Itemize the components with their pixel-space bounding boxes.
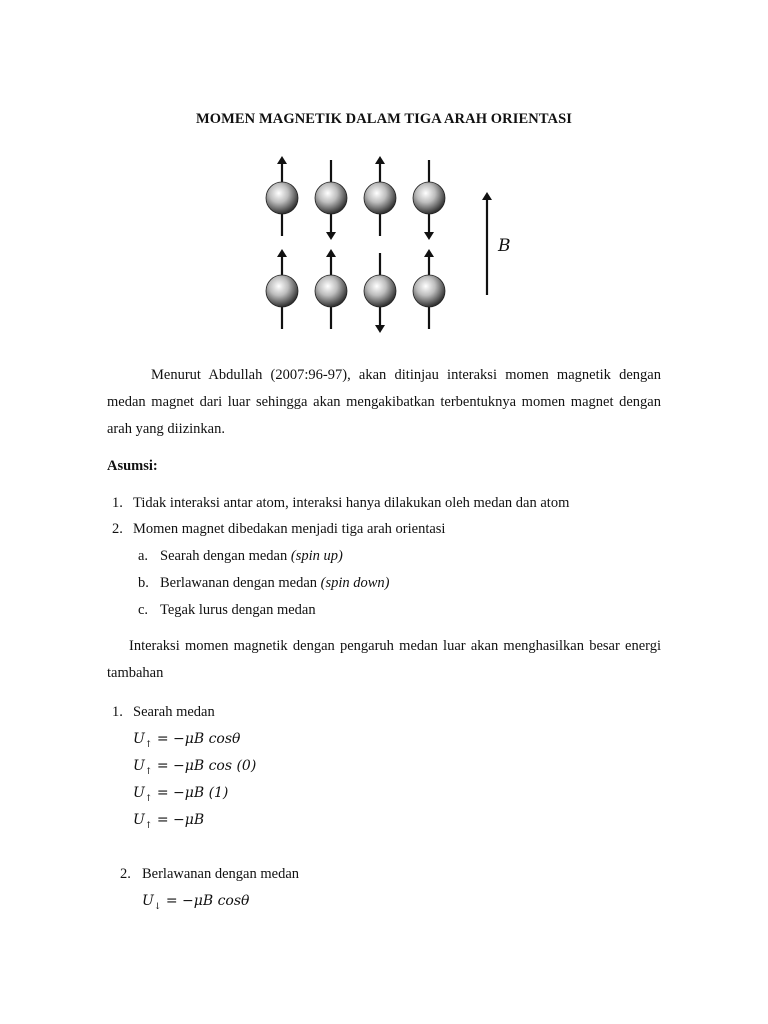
spin-particle bbox=[364, 275, 396, 307]
energy-paragraph bbox=[107, 633, 661, 687]
subitem-b-italic: (spin down) bbox=[320, 575, 390, 591]
spin-bottom-4 bbox=[413, 253, 445, 329]
subitem-a-italic: (spin up) bbox=[290, 548, 343, 564]
equation-1-4: $U_↑ = -\mu B$ bbox=[133, 812, 205, 831]
spin-particle bbox=[266, 182, 298, 214]
subitem-letter-c: c. bbox=[138, 602, 149, 618]
equation-1-1: $U_↑ = -\mu B$ cosθ bbox=[133, 731, 241, 750]
equation-1-3: $U_↑ = -\mu B$ (1) bbox=[133, 785, 229, 804]
spin-top-1 bbox=[266, 160, 298, 236]
spin-particle bbox=[315, 182, 347, 214]
assumption-number-2: 2. bbox=[112, 521, 123, 537]
assumption-item-1: Tidak interaksi antar atom, interaksi hanya dilakukan oleh medan dan atom bbox=[133, 495, 570, 511]
spin-top-4 bbox=[413, 160, 445, 236]
equation-2-1: $U_↓ = -\mu B$ cosθ bbox=[142, 893, 250, 912]
assumption-item-2: Momen magnet dibedakan menjadi tiga arah orientasi bbox=[133, 521, 446, 537]
subitem-b-text: Berlawanan dengan medan bbox=[160, 575, 321, 591]
subitem-b bbox=[160, 575, 390, 592]
spin-top-3 bbox=[364, 160, 396, 236]
case-label-1: Searah medan bbox=[133, 704, 215, 720]
spin-bottom-1 bbox=[266, 253, 298, 329]
subitem-letter-b: b. bbox=[138, 575, 149, 591]
field-label: B bbox=[498, 236, 511, 256]
case-number-1: 1. bbox=[112, 704, 123, 720]
spin-figure bbox=[248, 152, 528, 344]
spin-particle bbox=[413, 182, 445, 214]
case-label-2: Berlawanan dengan medan bbox=[142, 866, 300, 882]
spin-bottom-2 bbox=[315, 253, 347, 329]
subitem-a bbox=[160, 548, 343, 565]
assumptions-heading: Asumsi: bbox=[107, 458, 158, 474]
subitem-a-text: Searah dengan medan bbox=[160, 548, 291, 564]
spin-top-2 bbox=[315, 160, 347, 236]
intro-paragraph-text: Menurut Abdullah (2007:96-97), akan ditinjau interaksi momen magnetik dengan medan magnet dari luar sehingga akan mengakibatkan terbentuknya momen magnet dengan arah yang diizinkan. bbox=[107, 367, 661, 437]
intro-paragraph bbox=[107, 362, 661, 443]
subitem-c: Tegak lurus dengan medan bbox=[160, 602, 316, 618]
assumption-number-1: 1. bbox=[112, 495, 123, 511]
subitem-letter-a: a. bbox=[138, 548, 149, 564]
spin-particle bbox=[315, 275, 347, 307]
case-number-2: 2. bbox=[120, 866, 131, 882]
spin-particle bbox=[364, 182, 396, 214]
spin-particle bbox=[266, 275, 298, 307]
equation-1-2: $U_↑ = -\mu B$ cos (0) bbox=[133, 758, 257, 777]
energy-paragraph-text: Interaksi momen magnetik dengan pengaruh medan luar akan menghasilkan besar energi tambahan bbox=[107, 638, 661, 681]
spin-particle bbox=[413, 275, 445, 307]
spin-bottom-3 bbox=[364, 253, 396, 329]
page-title: MOMEN MAGNETIK DALAM TIGA ARAH ORIENTASI bbox=[195, 111, 573, 127]
